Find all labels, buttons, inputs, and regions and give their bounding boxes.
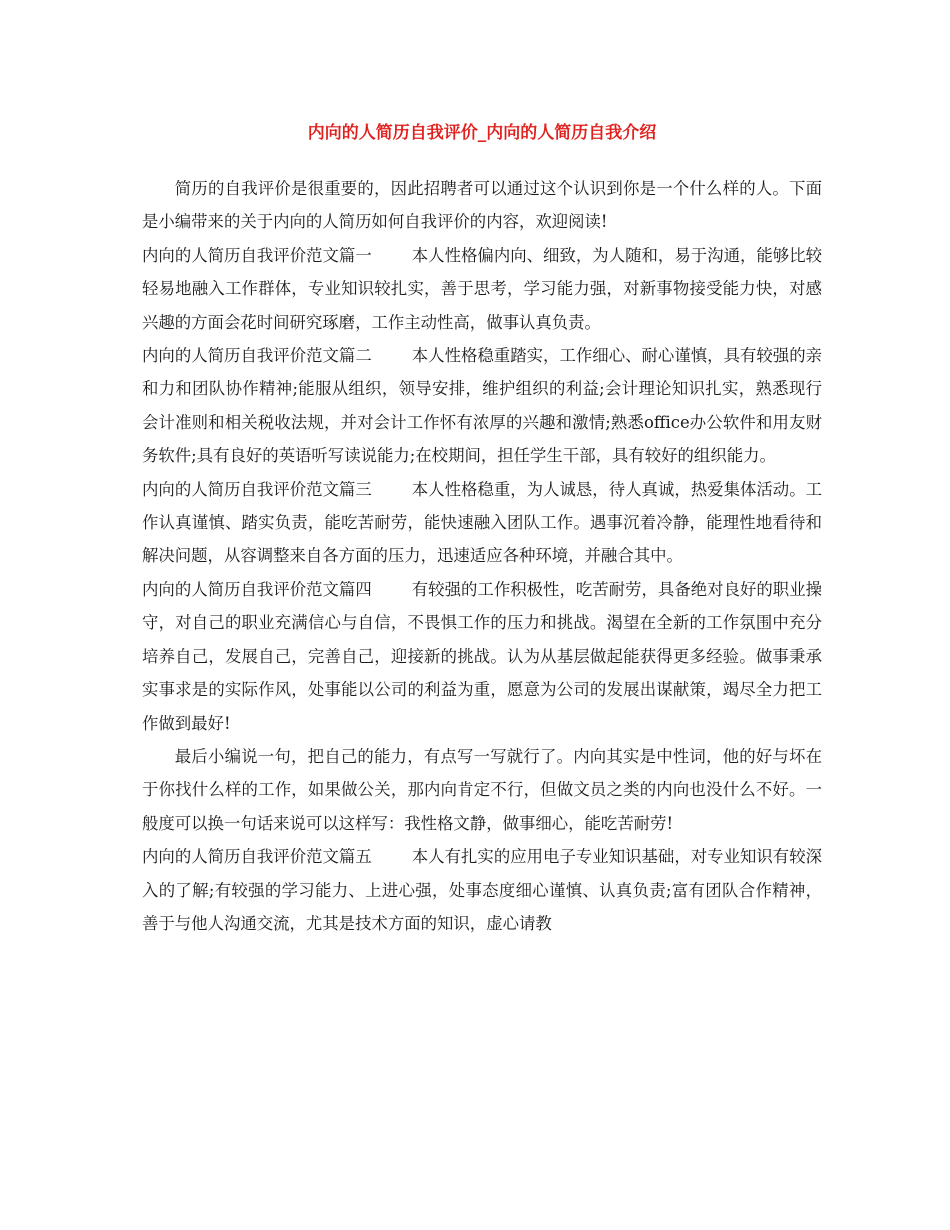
section-1-heading: 内向的人简历自我评价范文篇一: [142, 245, 372, 265]
section-4: [142, 573, 822, 740]
section-2-heading: 内向的人简历自我评价范文篇二: [142, 346, 372, 366]
section-5-heading: 内向的人简历自我评价范文篇五: [142, 847, 372, 867]
intro-paragraph: 简历的自我评价是很重要的，因此招聘者可以通过这个认识到你是一个什么样的人。下面是小编带来的关于内向的人简历如何自我评价的内容，欢迎阅读!: [142, 179, 822, 232]
section-3-heading: 内向的人简历自我评价范文篇三: [142, 479, 372, 499]
section-4-heading: 内向的人简历自我评价范文篇四: [142, 579, 372, 599]
section-3-body: 本人性格稳重，为人诚恳，待人真诚，热爱集体活动。工作认真谨慎、踏实负责，能吃苦耐劳，能快速融入团队工作。遇事沉着冷静，能理性地看待和解决问题，从容调整来自各方面的压力，迅速适应各种环境，并融合其中。: [142, 479, 823, 566]
document-page: [142, 118, 822, 940]
document-title: 内向的人简历自我评价_内向的人简历自我介绍: [307, 123, 657, 143]
section-5: [142, 840, 822, 940]
editor-note-paragraph: 最后小编说一句，把自己的能力，有点写一写就行了。内向其实是中性词，他的好与坏在于你找什么样的工作，如果做公关，那内向肯定不行，但做文员之类的内向也没什么不好。一般度可以换一句话来说可以这样写：我性格文静，做事细心，能吃苦耐劳!: [142, 746, 822, 833]
section-3: [142, 473, 822, 573]
section-2-body: 本人性格稳重踏实，工作细心、耐心谨慎，具有较强的亲和力和团队协作精神;能服从组织，领导安排，维护组织的利益;会计理论知识扎实，熟悉现行会计准则和相关税收法规，并对会计工作怀有浓厚的兴趣和激情;熟悉office办公软件和用友财务软件;具有良好的英语听写读说能力;在校期间，担任学生干部，具有较好的组织能力。: [142, 346, 823, 466]
section-1: [142, 239, 822, 339]
section-5-body: 本人有扎实的应用电子专业知识基础，对专业知识有较深入的了解;有较强的学习能力、上进心强，处事态度细心谨慎、认真负责;富有团队合作精神，善于与他人沟通交流，尤其是技术方面的知识，虚心请教: [142, 847, 823, 933]
section-1-body: 本人性格偏内向、细致，为人随和，易于沟通，能够比较轻易地融入工作群体，专业知识较扎实，善于思考，学习能力强，对新事物接受能力快，对感兴趣的方面会花时间研究琢磨，工作主动性高，做事认真负责。: [142, 245, 823, 332]
section-4-body: 有较强的工作积极性，吃苦耐劳，具备绝对良好的职业操守，对自己的职业充满信心与自信，不畏惧工作的压力和挑战。渴望在全新的工作氛围中充分培养自己，发展自己，完善自己，迎接新的挑战。认为从基层做起能获得更多经验。做事秉承实事求是的实际作风，处事能以公司的利益为重，愿意为公司的发展出谋献策，竭尽全力把工作做到最好!: [142, 579, 823, 733]
section-2: [142, 339, 822, 473]
